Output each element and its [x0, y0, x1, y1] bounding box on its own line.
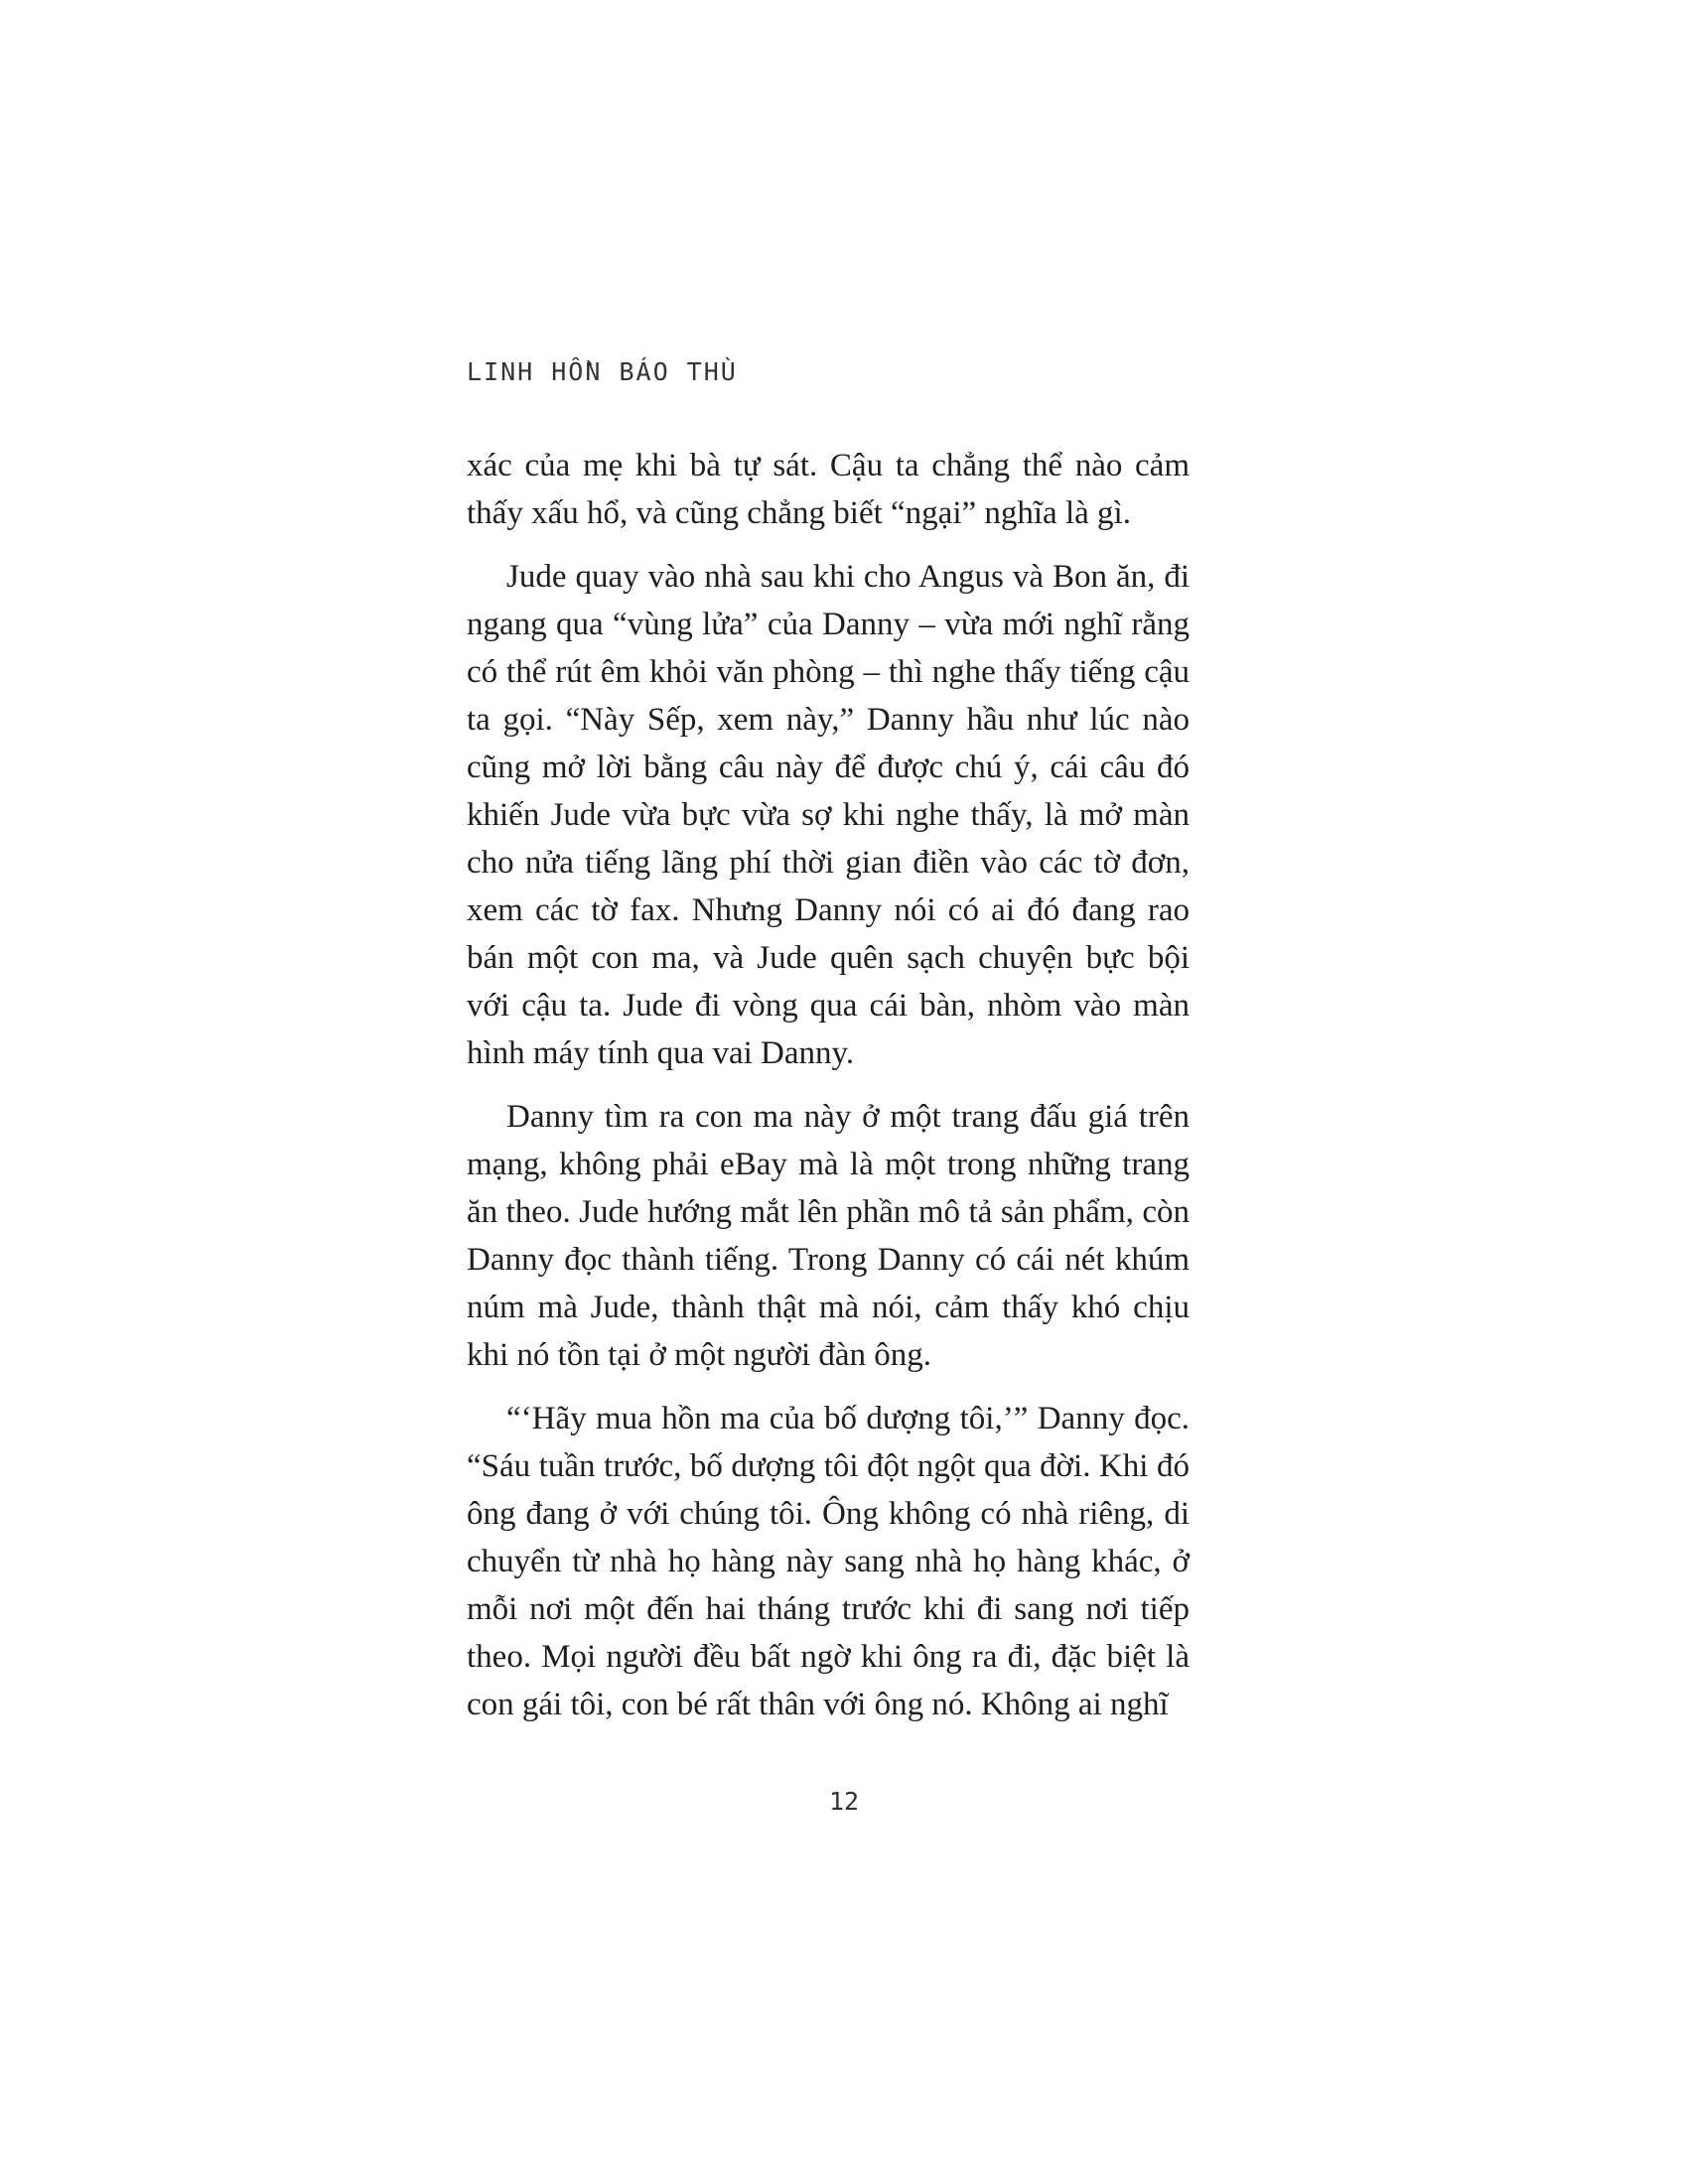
- page-number: 12: [828, 1787, 860, 1816]
- paragraph: “‘Hãy mua hồn ma của bố dượng tôi,’” Danny đọc. “Sáu tuần trước, bố dượng tôi đột ngột qua đời. Khi đó ông đang ở với chúng tôi. Ông không có nhà riêng, di chuyển từ nhà họ hàng này sang nhà họ hàng khác, ở mỗi nơi một đến hai tháng trước khi đi sang nơi tiếp theo. Mọi người đều bất ngờ khi ông ra đi, đặc biệt là con gái tôi, con bé rất thân với ông nó. Không ai nghĩ: [467, 1401, 1190, 1722]
- paragraph: Jude quay vào nhà sau khi cho Angus và Bon ăn, đi ngang qua “vùng lửa” của Danny – vừa mới nghĩ rằng có thể rút êm khỏi văn phòng – thì nghe thấy tiếng cậu ta gọi. “Này Sếp, xem này,” Danny hầu như lúc nào cũng mở lời bằng câu này để được chú ý, cái câu đó khiến Jude vừa bực vừa sợ khi nghe thấy, là mở màn cho nửa tiếng lãng phí thời gian điền vào các tờ đơn, xem các tờ fax. Nhưng Danny nói có ai đó đang rao bán một con ma, và Jude quên sạch chuyện bực bội với cậu ta. Jude đi vòng qua cái bàn, nhòm vào màn hình máy tính qua vai Danny.: [467, 559, 1190, 1071]
- paragraph-continued: xác của mẹ khi bà tự sát. Cậu ta chẳng thể nào cảm thấy xấu hổ, và cũng chẳng biết “ngại” nghĩa là gì.: [467, 448, 1190, 531]
- running-head-title: LINH HỒN BÁO THÙ: [467, 357, 738, 386]
- paragraph: Danny tìm ra con ma này ở một trang đấu giá trên mạng, không phải eBay mà là một trong những trang ăn theo. Jude hướng mắt lên phần mô tả sản phẩm, còn Danny đọc thành tiếng. Trong Danny có cái nét khúm núm mà Jude, thành thật mà nói, cảm thấy khó chịu khi nó tồn tại ở một người đàn ông.: [467, 1099, 1190, 1373]
- body-text: [467, 442, 1190, 1744]
